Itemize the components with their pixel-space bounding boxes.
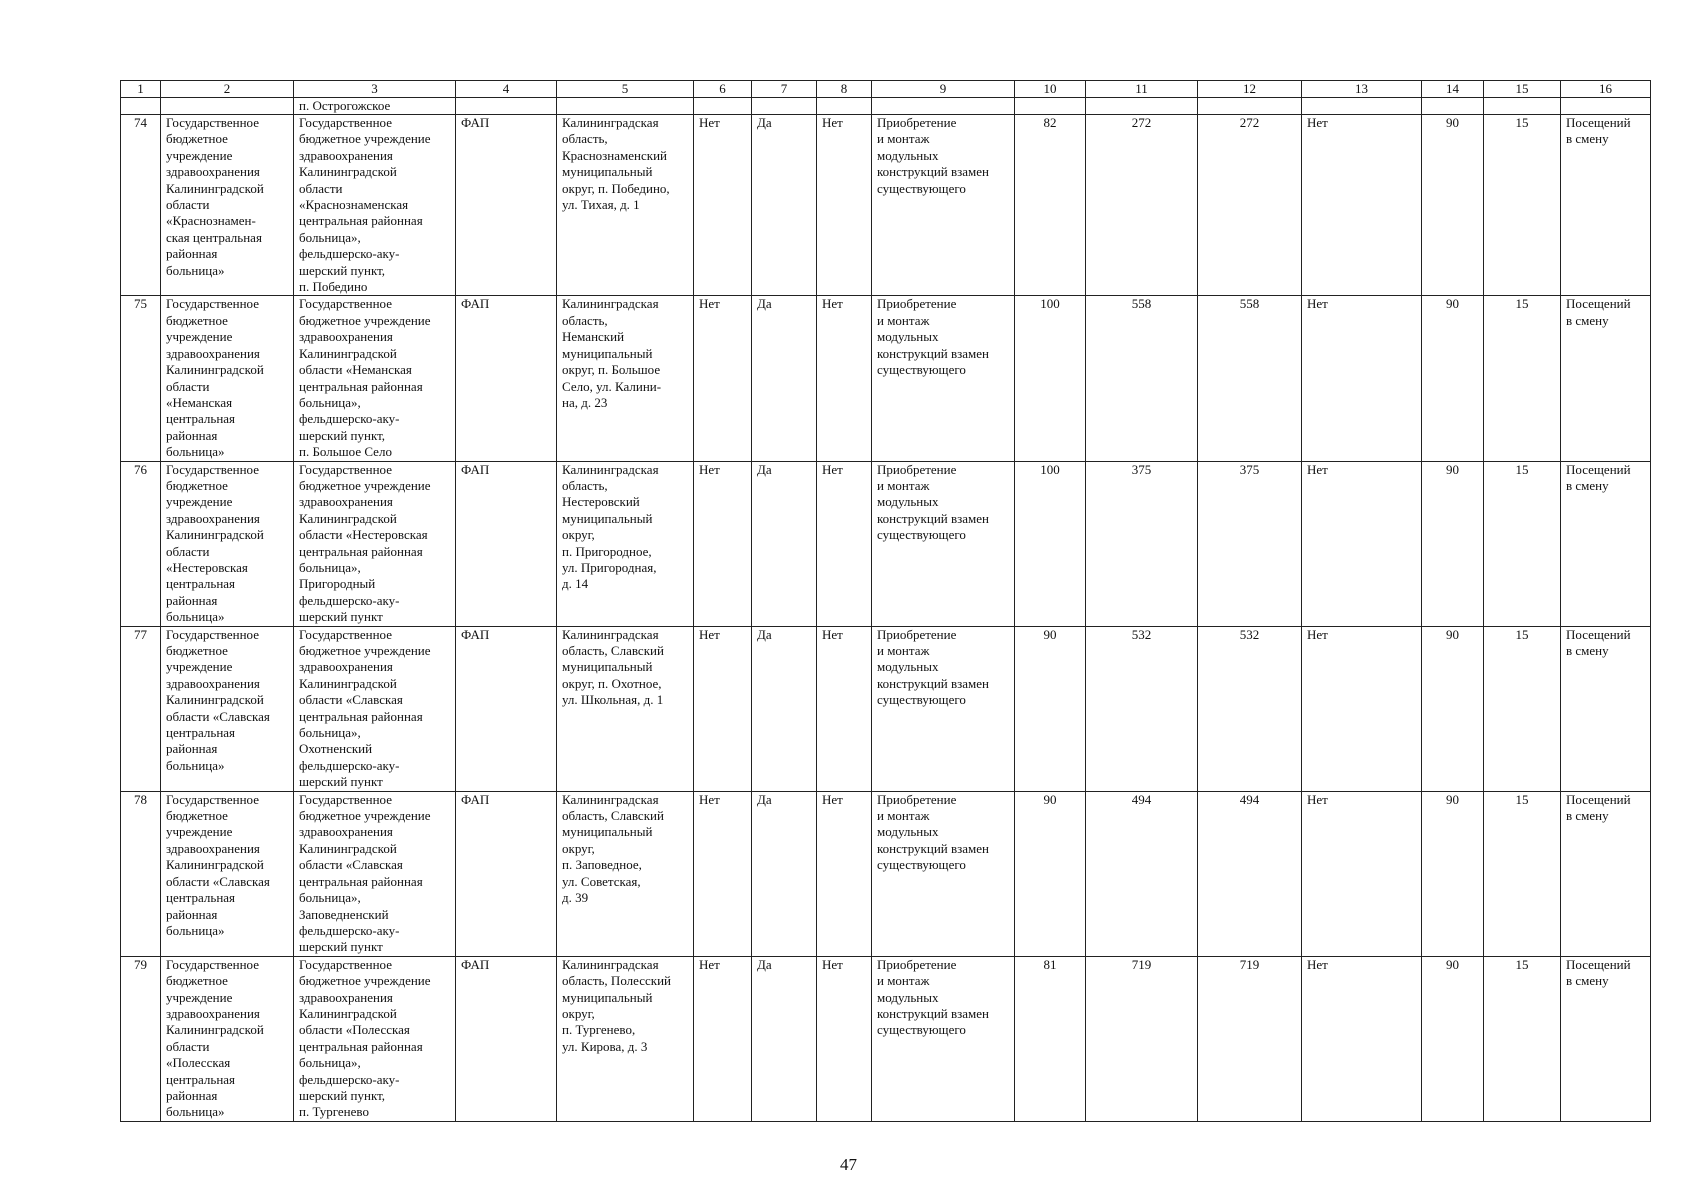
institution-name: Государственное бюджетное учреждение здравоохранения Калининградской области «Полесская центральная районная больница» — [161, 956, 294, 1121]
institution-name: Государственное бюджетное учреждение здравоохранения Калининградской области «Неманская центральная районная больница» — [161, 296, 294, 461]
col-6-value: Нет — [694, 296, 752, 461]
row-number: 76 — [121, 461, 161, 626]
facility-type: ФАП — [456, 956, 557, 1121]
col-10-value: 90 — [1015, 791, 1086, 956]
col-14-value: 90 — [1422, 956, 1484, 1121]
facility-address: Калининградская область, Нестеровский муниципальный округ, п. Пригородное, ул. Пригородная, д. 14 — [557, 461, 694, 626]
facility-name: Государственное бюджетное учреждение здравоохранения Калининградской области «Нестеровская центральная районная больница», Пригородный фельдшерско-аку- шерский пункт — [294, 461, 456, 626]
capacity-unit: Посещений в смену — [1561, 461, 1651, 626]
row-number: 75 — [121, 296, 161, 461]
row-number: 74 — [121, 115, 161, 296]
col-12-value: 375 — [1198, 461, 1302, 626]
column-number: 9 — [872, 81, 1015, 98]
planned-action: Приобретение и монтаж модульных конструкций взамен существующего — [872, 956, 1015, 1121]
col-15-value: 15 — [1484, 115, 1561, 296]
facility-name: Государственное бюджетное учреждение здравоохранения Калининградской области «Краснознаменская центральная районная больница», фельдшерско-аку- шерский пункт, п. Победино — [294, 115, 456, 296]
table-row — [121, 296, 1651, 461]
col-11-value: 719 — [1086, 956, 1198, 1121]
column-number: 3 — [294, 81, 456, 98]
capacity-unit: Посещений в смену — [1561, 956, 1651, 1121]
column-number: 15 — [1484, 81, 1561, 98]
row-number: 79 — [121, 956, 161, 1121]
col-6-value: Нет — [694, 956, 752, 1121]
facility-type: ФАП — [456, 115, 557, 296]
column-number: 10 — [1015, 81, 1086, 98]
facility-address: Калининградская область, Славский муниципальный округ, п. Заповедное, ул. Советская, д. 39 — [557, 791, 694, 956]
col-8-value: Нет — [817, 461, 872, 626]
continuation-row — [121, 98, 1651, 115]
facility-name: Государственное бюджетное учреждение здравоохранения Калининградской области «Славская центральная районная больница», Заповедненский фельдшерско-аку- шерский пункт — [294, 791, 456, 956]
col-15-value: 15 — [1484, 461, 1561, 626]
column-number: 7 — [752, 81, 817, 98]
facility-address: Калининградская область, Неманский муниципальный округ, п. Большое Село, ул. Калини- на, д. 23 — [557, 296, 694, 461]
capacity-unit: Посещений в смену — [1561, 115, 1651, 296]
column-number: 2 — [161, 81, 294, 98]
col-11-value: 558 — [1086, 296, 1198, 461]
col-6-value: Нет — [694, 115, 752, 296]
col-14-value: 90 — [1422, 461, 1484, 626]
col-10-value: 100 — [1015, 296, 1086, 461]
col-15-value: 15 — [1484, 296, 1561, 461]
facility-name: Государственное бюджетное учреждение здравоохранения Калининградской области «Неманская центральная районная больница», фельдшерско-аку- шерский пункт, п. Большое Село — [294, 296, 456, 461]
col-14-value: 90 — [1422, 115, 1484, 296]
facility-type: ФАП — [456, 791, 557, 956]
col-7-value: Да — [752, 791, 817, 956]
col-12-value: 719 — [1198, 956, 1302, 1121]
col-10-value: 81 — [1015, 956, 1086, 1121]
col-6-value: Нет — [694, 461, 752, 626]
col-11-value: 272 — [1086, 115, 1198, 296]
col-6-value: Нет — [694, 791, 752, 956]
col-7-value: Да — [752, 115, 817, 296]
institution-name: Государственное бюджетное учреждение здравоохранения Калининградской области «Славская центральная районная больница» — [161, 626, 294, 791]
planned-action: Приобретение и монтаж модульных конструкций взамен существующего — [872, 296, 1015, 461]
col-13-value: Нет — [1302, 296, 1422, 461]
table-row — [121, 461, 1651, 626]
institution-name: Государственное бюджетное учреждение здравоохранения Калининградской области «Славская центральная районная больница» — [161, 791, 294, 956]
planned-action: Приобретение и монтаж модульных конструкций взамен существующего — [872, 115, 1015, 296]
col-12-value: 558 — [1198, 296, 1302, 461]
page-number: 47 — [840, 1155, 857, 1174]
table-row — [121, 956, 1651, 1121]
col-7-value: Да — [752, 296, 817, 461]
column-number: 1 — [121, 81, 161, 98]
column-number: 4 — [456, 81, 557, 98]
column-number: 6 — [694, 81, 752, 98]
col-11-value: 375 — [1086, 461, 1198, 626]
col-15-value: 15 — [1484, 626, 1561, 791]
column-number: 14 — [1422, 81, 1484, 98]
col-14-value: 90 — [1422, 296, 1484, 461]
col-12-value: 494 — [1198, 791, 1302, 956]
data-table — [120, 80, 1651, 1122]
column-number-row — [121, 81, 1651, 98]
col-11-value: 494 — [1086, 791, 1198, 956]
table-body — [121, 81, 1651, 1122]
capacity-unit: Посещений в смену — [1561, 296, 1651, 461]
col-8-value: Нет — [817, 296, 872, 461]
row-number: 77 — [121, 626, 161, 791]
facility-name: Государственное бюджетное учреждение здравоохранения Калининградской области «Славская центральная районная больница», Охотненский фельдшерско-аку- шерский пункт — [294, 626, 456, 791]
col-15-value: 15 — [1484, 956, 1561, 1121]
col-13-value: Нет — [1302, 626, 1422, 791]
col-8-value: Нет — [817, 791, 872, 956]
row-number: 78 — [121, 791, 161, 956]
facility-type: ФАП — [456, 626, 557, 791]
table-row — [121, 115, 1651, 296]
col-7-value: Да — [752, 461, 817, 626]
col-10-value: 100 — [1015, 461, 1086, 626]
col-12-value: 272 — [1198, 115, 1302, 296]
column-number: 11 — [1086, 81, 1198, 98]
column-number: 16 — [1561, 81, 1651, 98]
table-row — [121, 626, 1651, 791]
col-10-value: 90 — [1015, 626, 1086, 791]
facility-name: Государственное бюджетное учреждение здравоохранения Калининградской области «Полесская центральная районная больница», фельдшерско-аку- шерский пункт, п. Тургенево — [294, 956, 456, 1121]
institution-name: Государственное бюджетное учреждение здравоохранения Калининградской области «Краснознамен- ская центральная районная больница» — [161, 115, 294, 296]
capacity-unit: Посещений в смену — [1561, 626, 1651, 791]
col-8-value: Нет — [817, 626, 872, 791]
institution-name: Государственное бюджетное учреждение здравоохранения Калининградской области «Нестеровская центральная районная больница» — [161, 461, 294, 626]
col-13-value: Нет — [1302, 115, 1422, 296]
col-8-value: Нет — [817, 956, 872, 1121]
facility-type: ФАП — [456, 461, 557, 626]
capacity-unit: Посещений в смену — [1561, 791, 1651, 956]
col-6-value: Нет — [694, 626, 752, 791]
column-number: 8 — [817, 81, 872, 98]
col-15-value: 15 — [1484, 791, 1561, 956]
col-14-value: 90 — [1422, 626, 1484, 791]
planned-action: Приобретение и монтаж модульных конструкций взамен существующего — [872, 461, 1015, 626]
planned-action: Приобретение и монтаж модульных конструкций взамен существующего — [872, 626, 1015, 791]
planned-action: Приобретение и монтаж модульных конструкций взамен существующего — [872, 791, 1015, 956]
facility-type: ФАП — [456, 296, 557, 461]
col-13-value: Нет — [1302, 461, 1422, 626]
col-11-value: 532 — [1086, 626, 1198, 791]
col-14-value: 90 — [1422, 791, 1484, 956]
col-13-value: Нет — [1302, 956, 1422, 1121]
table-row — [121, 791, 1651, 956]
col-13-value: Нет — [1302, 791, 1422, 956]
col-8-value: Нет — [817, 115, 872, 296]
col-7-value: Да — [752, 626, 817, 791]
facility-address: Калининградская область, Полесский муниципальный округ, п. Тургенево, ул. Кирова, д. 3 — [557, 956, 694, 1121]
facility-address: Калининградская область, Славский муниципальный округ, п. Охотное, ул. Школьная, д. 1 — [557, 626, 694, 791]
col-7-value: Да — [752, 956, 817, 1121]
continuation-text: п. Острогожское — [294, 98, 456, 115]
column-number: 5 — [557, 81, 694, 98]
facility-address: Калининградская область, Краснознаменский муниципальный округ, п. Победино, ул. Тихая, д. 1 — [557, 115, 694, 296]
column-number: 13 — [1302, 81, 1422, 98]
col-12-value: 532 — [1198, 626, 1302, 791]
col-10-value: 82 — [1015, 115, 1086, 296]
column-number: 12 — [1198, 81, 1302, 98]
